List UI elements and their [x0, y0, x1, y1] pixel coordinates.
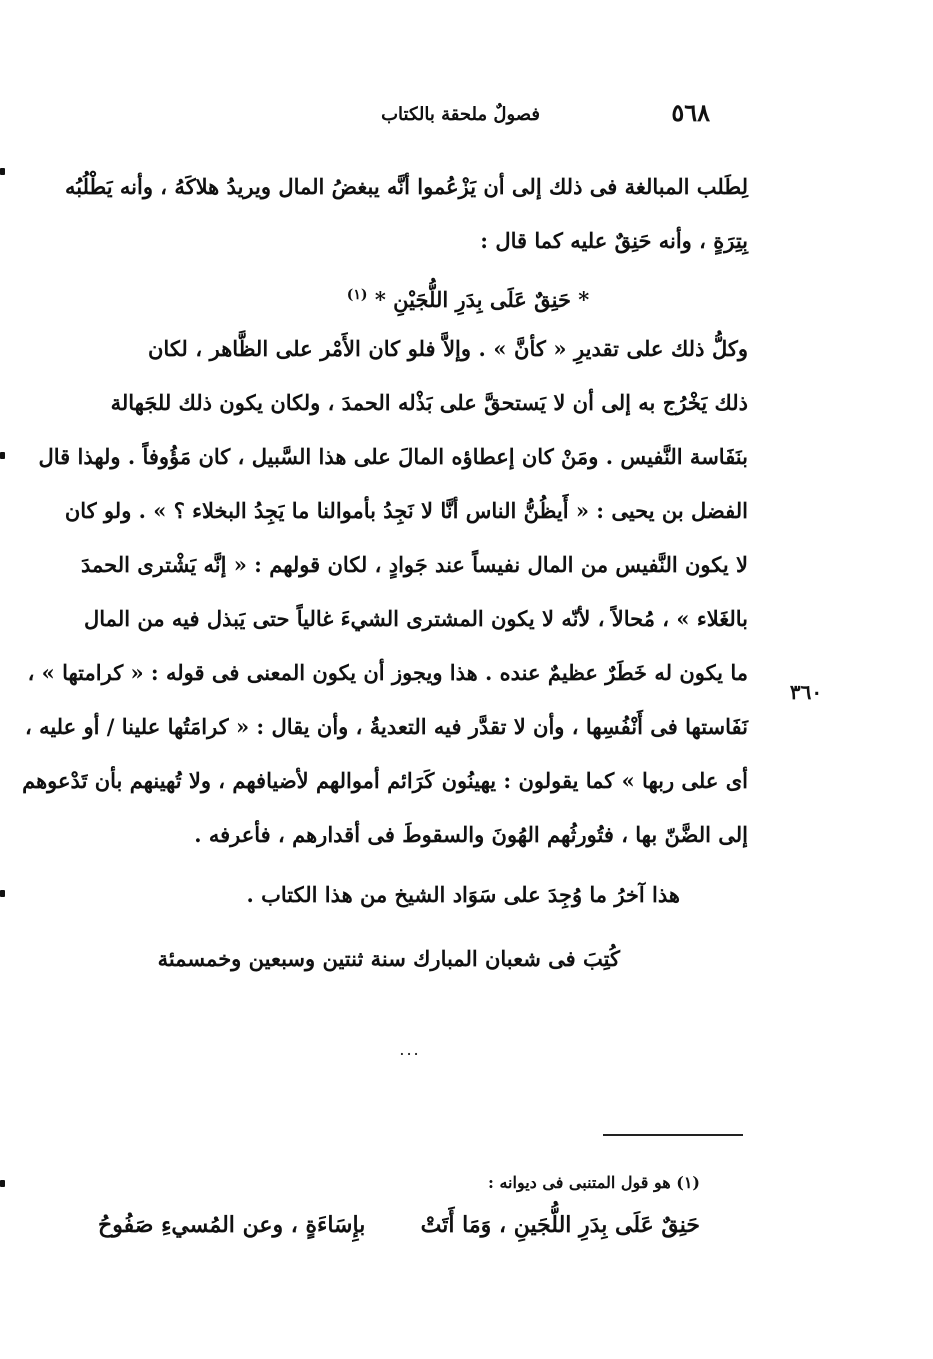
- scan-edge-mark: [0, 890, 5, 897]
- scan-edge-mark: [0, 452, 5, 459]
- scan-edge-mark: [0, 1180, 5, 1187]
- footnote-reference: (١): [346, 287, 368, 303]
- text-line: نَفَاستها فى أَنْفُسِها ، وأن لا تقدَّر فيه التعديةُ ، وأن يقال : « كرامَتُها علينا / أو عليه ،: [24, 714, 748, 739]
- text-line: ذلك يَخْرُج به إلى أن لا يَستحقَّ على بَذْله الحمدَ ، ولكان يكون ذلك للجَهالة: [110, 390, 748, 415]
- verse-text: * حَنِقٌ عَلَى بِدَرِ اللُّجَيْنِ *: [374, 287, 590, 312]
- footnote: [100, 1166, 700, 1250]
- margin-page-reference: ٣٦٠: [789, 680, 823, 704]
- text-line: لِطَلب المبالغة فى ذلك إلى أن يَزْعُموا أنَّه يبغضُ المال ويريدُ هلاكَهُ ، وأنه يَطْلُبُه: [64, 174, 748, 199]
- footnote-intro: (١) هو قول المتنبى فى ديوانه :: [487, 1173, 700, 1192]
- colophon-line: كُتِبَ فى شعبان المبارك سنة ثنتين وسبعين وخمسمئة: [157, 946, 620, 971]
- running-title: فصولٌ ملحقة بالكتاب: [381, 104, 540, 125]
- page-number: ٥٦٨: [671, 98, 710, 127]
- main-text: [22, 160, 748, 862]
- verse-quote: [148, 268, 748, 322]
- text-line: وكلُّ ذلك على تقديرِ « كأنَّ » . وإلاَّ فلو كان الأَمْر على الظَّاهر ، لكان: [148, 336, 748, 361]
- footnote-divider: [603, 1134, 743, 1136]
- footnote-verse: [100, 1200, 700, 1250]
- section-separator: ...: [399, 1040, 421, 1059]
- text-line: بِتِرَةٍ ، وأنه حَنِقٌ عليه كما قال :: [480, 228, 748, 253]
- text-line: لا يكون النَّفيس من المال نفيساً عند جَوادٍ ، لكان قولهم : « إنَّه يَشْترى الحمدَ: [80, 552, 748, 577]
- scan-edge-mark: [0, 168, 5, 175]
- text-line: بنَفَاسة النَّفيس . ومَنْ كان إعطاؤه المالَ على هذا السَّبيل ، كان مَؤُوفاً . ولهذا قال: [38, 444, 748, 469]
- text-line: أى على ربها » كما يقولون : يهينُون كَرَائم أموالهم لأضيافهم ، ولا تُهينهم بأن تَدْعوهم: [22, 768, 748, 793]
- text-line: إلى الضَّنّ بها ، فتُورثُهم الهُونَ والسقوطَ فى أقدارهم ، فأعرفه .: [194, 822, 748, 847]
- text-line: بالغَلاء » ، مُحالاً ، لأنّه لا يكون المشترى الشيءَ غالياً حتى يَبذل فيه من المال: [84, 606, 748, 631]
- text-line: الفضل بن يحيى : « أَيظُنُّ الناس أنَّا لا نَجِدُ بأموالنا ما يَجِدُ البخلاء ؟ » . ولو كان: [64, 498, 748, 523]
- verse-hemistich: بإِسَاءَةٍ ، وعن المُسيءِ صَفُوحُ: [98, 1212, 366, 1238]
- verse-hemistich: حَنِقٌ عَلَى بِدَرِ اللُّجَينِ ، وَمَا أَتَتْ: [420, 1212, 700, 1238]
- page-header: [330, 98, 710, 138]
- text-line: ما يكون له خَطَرٌ عظيمٌ عنده . هذا ويجوز أن يكون المعنى فى قوله : « كرامتها » ،: [27, 660, 748, 685]
- colophon-line: هذا آخرُ ما وُجِدَ على سَوَاد الشيخ من هذا الكتاب .: [246, 882, 680, 907]
